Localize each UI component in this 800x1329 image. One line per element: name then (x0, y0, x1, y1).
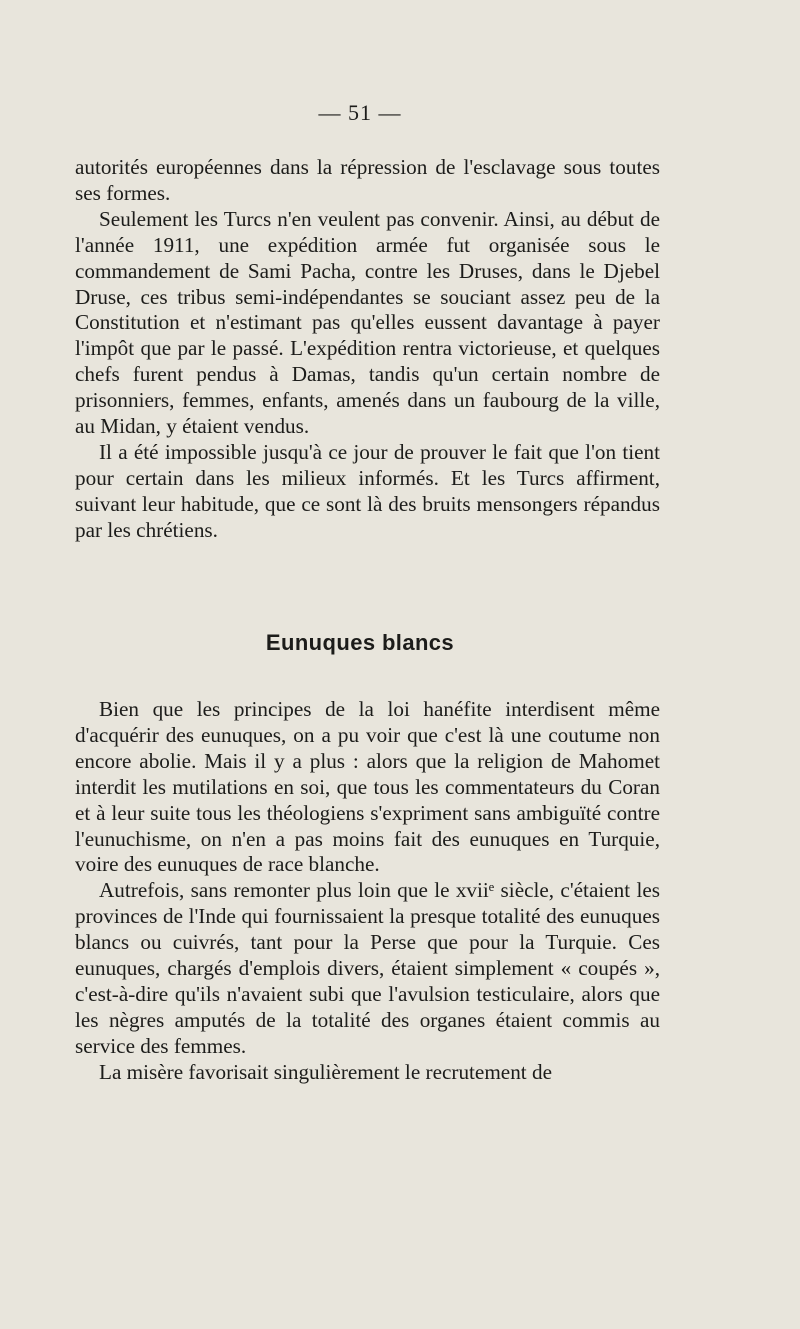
paragraph: autorités européennes dans la répression de l'esclavage sous toutes ses formes. (75, 155, 660, 205)
text-section-2 (75, 697, 660, 1086)
paragraph: Seulement les Turcs n'en veulent pas convenir. Ainsi, au début de l'année 1911, une expédition armée fut organisée sous le commandement de Sami Pacha, contre les Druses, dans le Djebel Druse, ces tribus semi-indépendantes se souciant assez peu de la Constitution et n'estimant pas qu'elles eussent davantage à payer l'impôt que par le passé. L'expédition rentra victorieuse, et quelques chefs furent pendus à Damas, tandis qu'un certain nombre de prisonniers, femmes, enfants, amenés dans un faubourg de la ville, au Midan, y étaient vendus. (75, 206, 660, 439)
text-section-1 (75, 155, 660, 544)
paragraph: Il a été impossible jusqu'à ce jour de prouver le fait que l'on tient pour certain dans les milieux informés. Et les Turcs affirment, suivant leur habitude, que ce sont là des bruits mensongers répandus par les chrétiens. (75, 439, 660, 542)
paragraph: Bien que les principes de la loi hanéfite interdisent même d'acquérir des eunuques, on a pu voir que c'est là une coutume non encore abolie. Mais il y a plus : alors que la religion de Mahomet interdit les mutilations en soi, que tous les commentateurs du Coran et à leur suite tous les théologiens s'expriment sans ambiguïté contre l'eunuchisme, on n'en a pas moins fait des eunuques en Turquie, voire des eunuques de race blanche. (75, 697, 660, 877)
page-number: — 51 — (318, 100, 402, 125)
section-heading: Eunuques blancs (265, 630, 455, 655)
paragraph: Autrefois, sans remonter plus loin que le xviiᵉ siècle, c'étaient les provinces de l'Inde qui fournissaient la presque totalité des eunuques blancs ou cuivrés, tant pour la Perse que pour la Turquie. Ces eunuques, chargés d'emplois divers, étaient simplement « coupés », c'est-à-dire qu'ils n'avaient subi que l'avulsion testiculaire, alors que les nègres amputés de la totalité des organes étaient commis au service des femmes. (75, 878, 660, 1058)
paragraph: La misère favorisait singulièrement le recrutement de (99, 1059, 552, 1084)
